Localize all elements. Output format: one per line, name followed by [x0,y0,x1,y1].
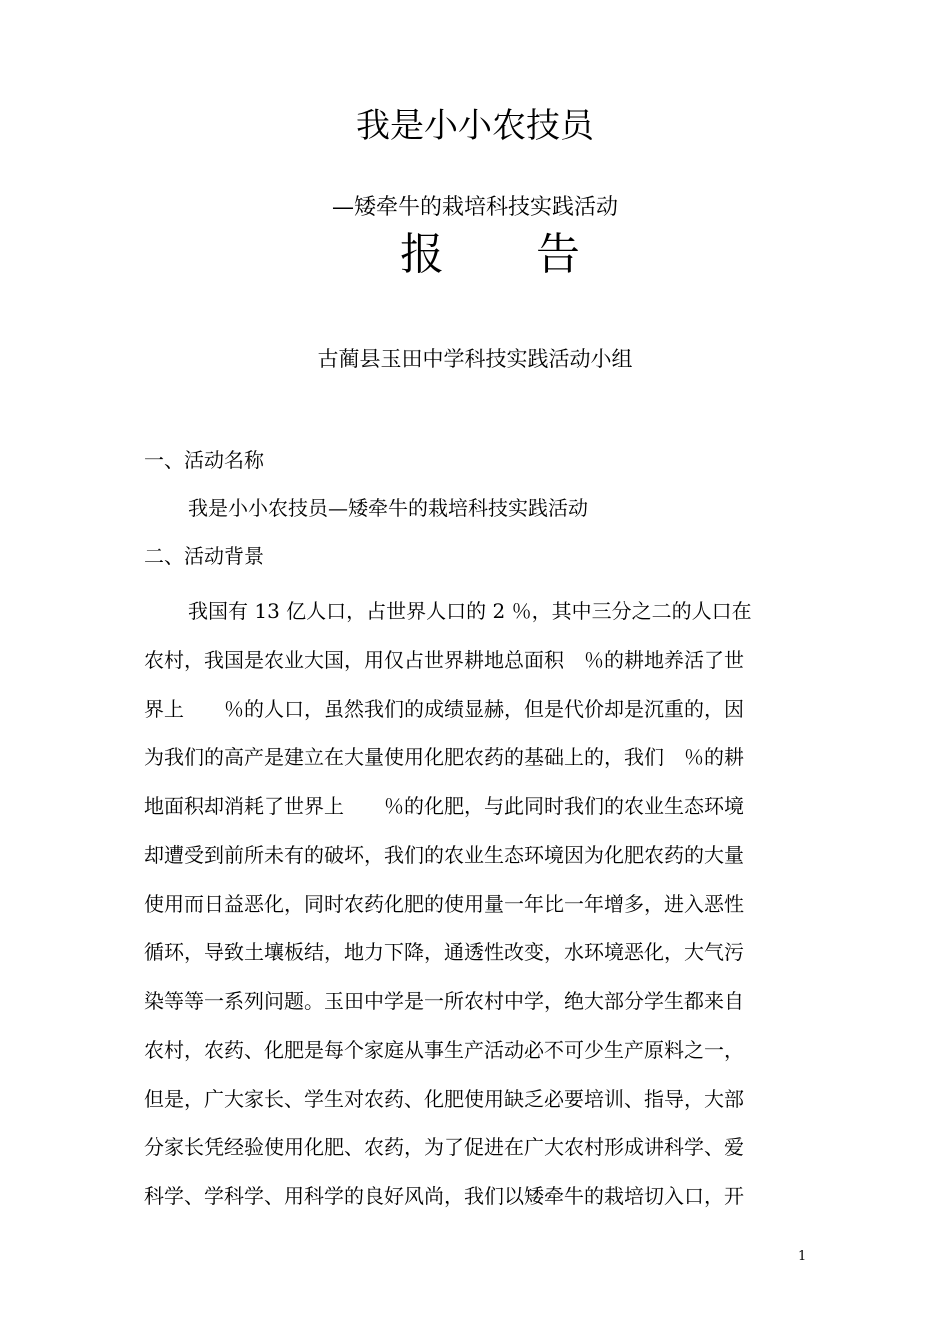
report-word-1: 报 [400,229,444,280]
section-heading-activity-name: 一、活动名称 [144,448,264,472]
paragraph-line: 分家长凭经验使用化肥、农药，为了促进在广大农村形成讲科学、爱 [144,1135,744,1160]
paragraph-line: 科学、学科学、用科学的良好风尚，我们以矮牵牛的栽培切入口，开 [144,1184,744,1208]
document-subtitle: —矮牵牛的栽培科技实践活动 [331,195,618,220]
activity-name-content: 我是小小农技员—矮牵牛的栽培科技实践活动 [188,496,588,520]
section-heading-activity-background: 二、活动背景 [144,544,264,568]
paragraph-line: 农村，我国是农业大国，用仅占世界耕地总面积 ％的耕地养活了世 [144,647,744,672]
background-paragraph [144,587,806,1221]
paragraph-line: 使用而日益恶化，同时农药化肥的使用量一年比一年增多，进入恶性 [144,891,744,916]
document-title: 我是小小农技员 [356,106,594,146]
paragraph-line: 我国有 13 亿人口，占世界人口的 2 ％，其中三分之二的人口在 [188,599,752,623]
report-word-2: 告 [536,229,580,280]
organization-name: 古蔺县玉田中学科技实践活动小组 [317,347,633,371]
paragraph-line: 农村，农药、化肥是每个家庭从事生产活动必不可少生产原料之一， [144,1037,744,1062]
paragraph-line: 但是，广大家长、学生对农药、化肥使用缺乏必要培训、指导，大部 [144,1086,744,1111]
paragraph-line: 却遭受到前所未有的破坏，我们的农业生态环境因为化肥农药的大量 [144,842,744,867]
paragraph-line: 染等等一系列问题。玉田中学是一所农村中学，绝大部分学生都来自 [144,989,744,1013]
paragraph-line: 为我们的高产是建立在大量使用化肥农药的基础上的，我们 ％的耕 [144,745,744,770]
paragraph-line: 界上 ％的人口，虽然我们的成绩显赫，但是代价却是沉重的，因 [144,696,744,721]
paragraph-line: 地面积却消耗了世界上 ％的化肥，与此同时我们的农业生态环境 [144,794,744,818]
paragraph-line: 循环，导致土壤板结，地力下降，通透性改变，水环境恶化，大气污 [144,940,744,965]
page-number: 1 [798,1249,807,1264]
